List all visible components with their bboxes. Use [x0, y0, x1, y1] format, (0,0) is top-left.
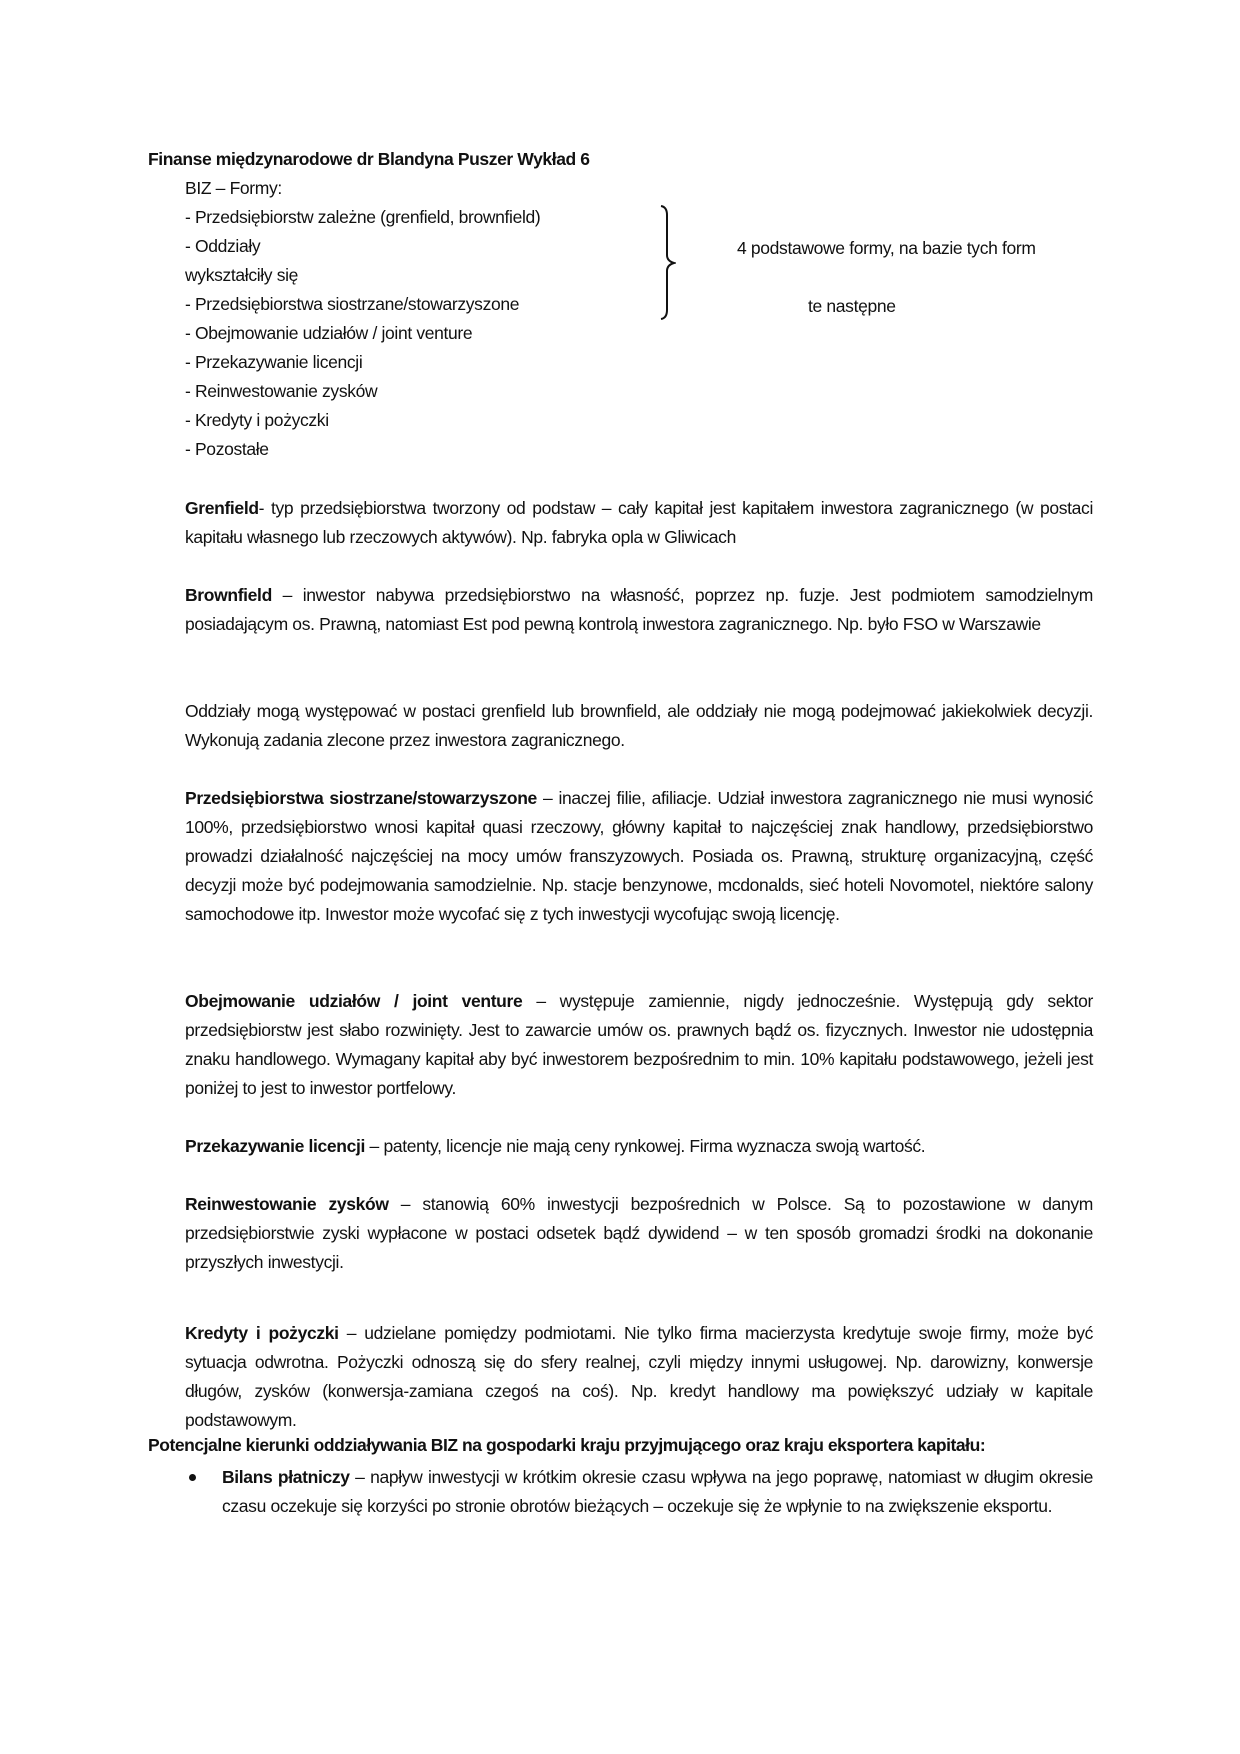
paragraph-siostrzane: [185, 784, 1093, 929]
paragraph-joint-venture: [185, 987, 1093, 1103]
paragraph-grenfield: [185, 494, 1093, 552]
paragraph-term: Grenfield: [185, 498, 259, 518]
bullet-icon: [189, 1474, 196, 1481]
document-title: Finanse międzynarodowe dr Blandyna Puszer Wykład 6: [148, 149, 590, 169]
paragraph-text: – stanowią 60% inwestycji bezpośrednich w Polsce. Są to pozostawione w danym przedsiębiorstwie zyski wypłacone w postaci odsetek bądź dywidend – w ten sposób gromadzi środki na dokonanie przyszłych inwestycji.: [185, 1194, 1093, 1272]
bullet-term: Bilans płatniczy: [222, 1467, 350, 1487]
paragraph-text: – inaczej filie, afiliacje. Udział inwestora zagranicznego nie musi wynosić 100%, przedsiębiorstwo wnosi kapitał quasi rzeczowy, główny kapitał to najczęściej znak handlowy, przedsiębiorstwo prowadzi działalność najczęściej na mocy umów franszyzowych. Posiada os. Prawną, strukturę organizacyjną, część decyzji może być podejmowania samodzielnie. Np. stacje benzynowe, mcdonalds, sieć hoteli Novomotel, niektóre salony samochodowe itp. Inwestor może wycofać się z tych inwestycji wycofując swoją licencję.: [185, 788, 1093, 924]
paragraph-term: Przedsiębiorstwa siostrzane/stowarzyszone: [185, 788, 537, 808]
paragraph-reinwestowanie: [185, 1190, 1093, 1277]
section-heading: Potencjalne kierunki oddziaływania BIZ na gospodarki kraju przyjmującego oraz kraju eksportera kapitału:: [148, 1435, 986, 1455]
paragraph-text: – udzielane pomiędzy podmiotami. Nie tylko firma macierzysta kredytuje swoje firmy, może być sytuacja odwrotna. Pożyczki odnoszą się do sfery realnej, czyli między innymi usługowej. Np. darowizny, konwersje długów, zysków (konwersja-zamiana czegoś na coś). Np. kredyt handlowy ma powiększyć udziały w kapitale podstawowym.: [185, 1323, 1093, 1430]
paragraph-text: Oddziały mogą występować w postaci grenfield lub brownfield, ale oddziały nie mogą podejmować jakiekolwiek decyzji. Wykonują zadania zlecone przez inwestora zagranicznego.: [185, 701, 1093, 750]
paragraph-term: Obejmowanie udziałów / joint venture: [185, 991, 523, 1011]
forms-list-item: - Oddziały: [185, 236, 261, 256]
bullet-text: – napływ inwestycji w krótkim okresie czasu wpływa na jego poprawę, natomiast w długim okresie czasu oczekuje się korzyści po stronie obrotów bieżących – oczekuje się że wpłynie to na zwiększenie eksportu.: [222, 1467, 1093, 1516]
forms-list-item: - Pozostałe: [185, 439, 269, 459]
paragraph-text: – występuje zamiennie, nigdy jednocześnie. Występują gdy sektor przedsiębiorstw jest słabo rozwinięty. Jest to zawarcie umów os. prawnych bądź os. fizycznych. Inwestor nie udostępnia znaku handlowego. Wymagany kapitał aby być inwestorem bezpośrednim to min. 10% kapitału podstawowego, jeżeli jest poniżej to jest to inwestor portfelowy.: [185, 991, 1093, 1098]
paragraph-term: Brownfield: [185, 585, 272, 605]
forms-list-item: - Obejmowanie udziałów / joint venture: [185, 323, 473, 343]
brace-note: 4 podstawowe formy, na bazie tych form: [737, 238, 1036, 258]
paragraph-term: Kredyty i pożyczki: [185, 1323, 339, 1343]
paragraph-term: Reinwestowanie zysków: [185, 1194, 389, 1214]
paragraph-licencje: [185, 1132, 1093, 1161]
forms-list-item: - Przekazywanie licencji: [185, 352, 363, 372]
paragraph-kredyty: [185, 1319, 1093, 1435]
paragraph-text: – patenty, licencje nie mają ceny rynkowej. Firma wyznacza swoją wartość.: [365, 1136, 926, 1156]
forms-list-item: - Przedsiębiorstw zależne (grenfield, brownfield): [185, 207, 541, 227]
brace-note: te następne: [808, 296, 896, 316]
forms-list-item: - Kredyty i pożyczki: [185, 410, 329, 430]
right-brace-icon: [660, 205, 676, 320]
bullet-item: [222, 1463, 1093, 1521]
paragraph-oddzialy: [185, 697, 1093, 755]
forms-list-item: wykształciły się: [185, 265, 299, 285]
paragraph-text: – inwestor nabywa przedsiębiorstwo na własność, poprzez np. fuzje. Jest podmiotem samodzielnym posiadającym os. Prawną, natomiast Est pod pewną kontrolą inwestora zagranicznego. Np. było FSO w Warszawie: [185, 585, 1093, 634]
paragraph-text: - typ przedsiębiorstwa tworzony od podstaw – cały kapitał jest kapitałem inwestora zagranicznego (w postaci kapitału własnego lub rzeczowych aktywów). Np. fabryka opla w Gliwicach: [185, 498, 1093, 547]
forms-list-item: - Przedsiębiorstwa siostrzane/stowarzyszone: [185, 294, 520, 314]
paragraph-brownfield: [185, 581, 1093, 639]
forms-heading: BIZ – Formy:: [185, 178, 282, 198]
forms-list-item: - Reinwestowanie zysków: [185, 381, 378, 401]
paragraph-term: Przekazywanie licencji: [185, 1136, 366, 1156]
